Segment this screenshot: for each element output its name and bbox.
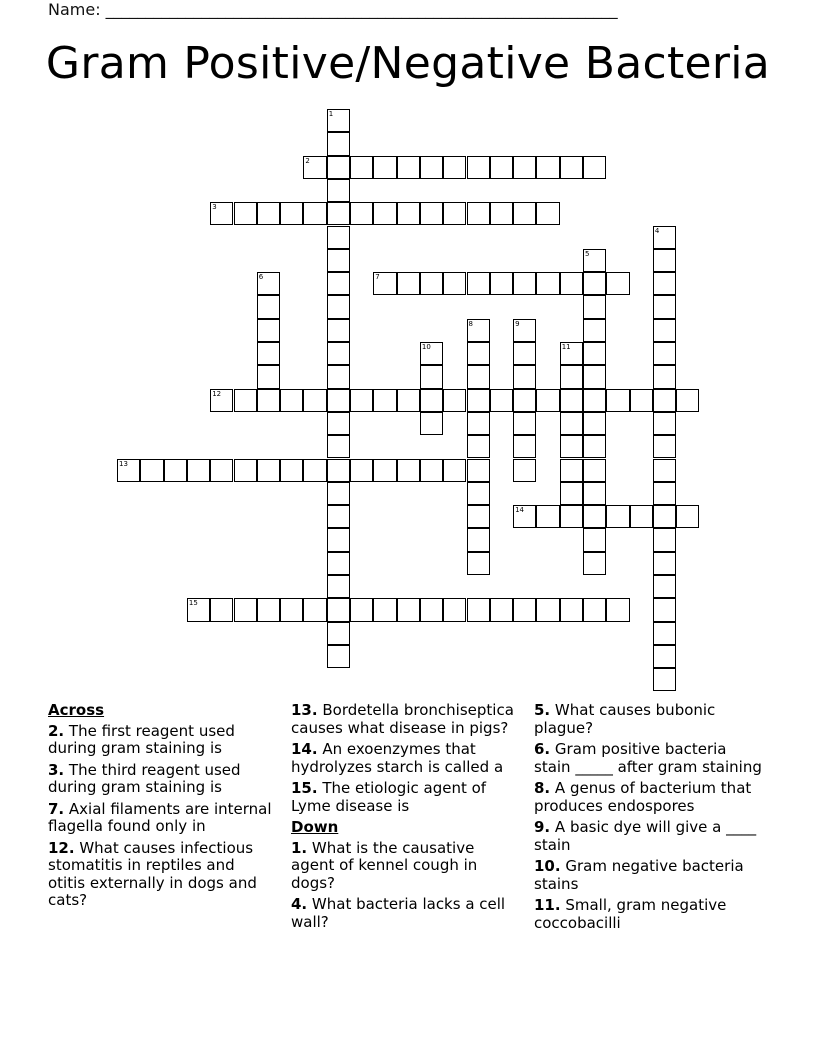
grid-cell[interactable] bbox=[583, 552, 606, 575]
grid-cell[interactable] bbox=[513, 389, 536, 412]
grid-cell[interactable] bbox=[560, 389, 583, 412]
clue-across-15: 15. The etiologic agent of Lyme disease is bbox=[291, 779, 487, 815]
grid-cell[interactable] bbox=[583, 272, 606, 295]
grid-cell[interactable] bbox=[257, 598, 280, 621]
grid-cell[interactable] bbox=[583, 389, 606, 412]
across-heading: Across bbox=[48, 701, 105, 719]
grid-cell[interactable] bbox=[327, 295, 350, 318]
grid-cell[interactable] bbox=[513, 365, 536, 388]
grid-cell[interactable] bbox=[630, 505, 653, 528]
grid-cell[interactable] bbox=[257, 459, 280, 482]
down-heading: Down bbox=[291, 818, 339, 836]
grid-cell[interactable] bbox=[513, 412, 536, 435]
grid-cell[interactable] bbox=[373, 202, 396, 225]
grid-cell[interactable] bbox=[373, 272, 396, 295]
grid-cell[interactable] bbox=[583, 528, 606, 551]
grid-cell[interactable] bbox=[583, 365, 606, 388]
grid-cell[interactable] bbox=[187, 459, 210, 482]
grid-cell[interactable] bbox=[443, 156, 466, 179]
grid-cell[interactable] bbox=[397, 202, 420, 225]
grid-cell[interactable] bbox=[536, 202, 559, 225]
grid-cell[interactable] bbox=[653, 528, 676, 551]
grid-cell[interactable] bbox=[513, 435, 536, 458]
clue-number: 7 bbox=[375, 273, 380, 282]
grid-cell[interactable] bbox=[653, 552, 676, 575]
grid-cell[interactable] bbox=[490, 272, 513, 295]
clue-across-14: 14. An exoenzymes that hydrolyzes starch is called a bbox=[291, 740, 504, 776]
grid-cell[interactable] bbox=[327, 598, 350, 621]
grid-cell[interactable] bbox=[327, 412, 350, 435]
grid-cell[interactable] bbox=[653, 622, 676, 645]
grid-cell[interactable] bbox=[327, 132, 350, 155]
grid-cell[interactable] bbox=[350, 389, 373, 412]
grid-cell[interactable] bbox=[303, 389, 326, 412]
grid-cell[interactable] bbox=[653, 598, 676, 621]
grid-cell[interactable] bbox=[327, 109, 350, 132]
page-title: Gram Positive/Negative Bacteria bbox=[45, 38, 771, 89]
grid-cell[interactable] bbox=[467, 505, 490, 528]
grid-cell[interactable] bbox=[653, 459, 676, 482]
grid-cell[interactable] bbox=[536, 505, 559, 528]
grid-cell[interactable] bbox=[467, 459, 490, 482]
grid-cell[interactable] bbox=[327, 156, 350, 179]
grid-cell[interactable] bbox=[513, 342, 536, 365]
grid-cell[interactable] bbox=[490, 389, 513, 412]
clue-down-9: 9. A basic dye will give a ____ stain bbox=[534, 818, 757, 854]
grid-cell[interactable] bbox=[630, 389, 653, 412]
grid-cell[interactable] bbox=[606, 505, 629, 528]
grid-cell[interactable] bbox=[583, 342, 606, 365]
grid-cell[interactable] bbox=[257, 365, 280, 388]
grid-cell[interactable] bbox=[327, 389, 350, 412]
clue-across-12: 12. What causes infectious stomatitis in reptiles and otitis externally in dogs and cats? bbox=[48, 838, 257, 909]
grid-cell[interactable] bbox=[350, 202, 373, 225]
clue-number: 10 bbox=[421, 343, 431, 351]
grid-cell[interactable] bbox=[560, 505, 583, 528]
grid-cell[interactable] bbox=[257, 272, 280, 295]
grid-cell[interactable] bbox=[467, 342, 490, 365]
grid-cell[interactable] bbox=[210, 598, 233, 621]
grid-cell[interactable] bbox=[397, 389, 420, 412]
grid-cell[interactable] bbox=[606, 272, 629, 295]
grid-cell[interactable] bbox=[327, 202, 350, 225]
grid-cell[interactable] bbox=[536, 272, 559, 295]
grid-cell[interactable] bbox=[536, 156, 559, 179]
grid-cell[interactable] bbox=[187, 598, 210, 621]
grid-cell[interactable] bbox=[513, 459, 536, 482]
grid-cell[interactable] bbox=[513, 202, 536, 225]
grid-cell[interactable] bbox=[327, 249, 350, 272]
grid-cell[interactable] bbox=[257, 389, 280, 412]
clue-across-13: 13. Bordetella bronchiseptica causes what disease in pigs? bbox=[291, 701, 514, 737]
grid-cell[interactable] bbox=[327, 622, 350, 645]
grid-cell[interactable] bbox=[583, 319, 606, 342]
grid-cell[interactable] bbox=[327, 319, 350, 342]
clue-number: 12 bbox=[212, 389, 222, 398]
grid-cell[interactable] bbox=[140, 459, 163, 482]
grid-cell[interactable] bbox=[327, 482, 350, 505]
grid-cell[interactable] bbox=[560, 598, 583, 621]
grid-cell[interactable] bbox=[513, 319, 536, 342]
grid-cell[interactable] bbox=[210, 202, 233, 225]
grid-cell[interactable] bbox=[327, 575, 350, 598]
grid-cell[interactable] bbox=[327, 528, 350, 551]
clue-number: 13 bbox=[119, 459, 128, 468]
clue-number: 8 bbox=[468, 319, 473, 328]
grid-cell[interactable] bbox=[653, 575, 676, 598]
grid-cell[interactable] bbox=[467, 552, 490, 575]
grid-cell[interactable] bbox=[583, 156, 606, 179]
grid-cell[interactable] bbox=[653, 365, 676, 388]
clue-across-2: 2. The first reagent used during gram staining is bbox=[48, 721, 235, 757]
grid-cell[interactable] bbox=[327, 552, 350, 575]
grid-cell[interactable] bbox=[560, 482, 583, 505]
grid-cell[interactable] bbox=[560, 342, 583, 365]
grid-cell[interactable] bbox=[234, 389, 257, 412]
grid-cell[interactable] bbox=[560, 459, 583, 482]
grid-cell[interactable] bbox=[467, 389, 490, 412]
grid-cell[interactable] bbox=[560, 412, 583, 435]
grid-cell[interactable] bbox=[490, 156, 513, 179]
clue-number: 14 bbox=[515, 506, 525, 515]
grid-cell[interactable] bbox=[443, 598, 466, 621]
grid-cell[interactable] bbox=[303, 459, 326, 482]
grid-cell[interactable] bbox=[490, 202, 513, 225]
grid-cell[interactable] bbox=[583, 598, 606, 621]
grid-cell[interactable] bbox=[653, 319, 676, 342]
grid-cell[interactable] bbox=[560, 435, 583, 458]
grid-cell[interactable] bbox=[257, 202, 280, 225]
grid-cell[interactable] bbox=[653, 272, 676, 295]
grid-cell[interactable] bbox=[234, 459, 257, 482]
clue-down-6: 6. Gram positive bacteria stain _____ after gram staining bbox=[534, 740, 762, 776]
clues-column-1 bbox=[48, 702, 276, 914]
grid-cell[interactable] bbox=[397, 156, 420, 179]
clue-number: 5 bbox=[585, 249, 590, 258]
grid-cell[interactable] bbox=[653, 295, 676, 318]
clue-down-4: 4. What bacteria lacks a cell wall? bbox=[291, 895, 506, 931]
grid-cell[interactable] bbox=[350, 156, 373, 179]
grid-cell[interactable] bbox=[467, 365, 490, 388]
grid-cell[interactable] bbox=[653, 389, 676, 412]
grid-cell[interactable] bbox=[327, 645, 350, 668]
grid-cell[interactable] bbox=[164, 459, 187, 482]
grid-cell[interactable] bbox=[420, 598, 443, 621]
grid-cell[interactable] bbox=[327, 365, 350, 388]
clue-down-10: 10. Gram negative bacteria stains bbox=[534, 857, 744, 893]
grid-cell[interactable] bbox=[327, 272, 350, 295]
grid-cell[interactable] bbox=[373, 598, 396, 621]
grid-cell[interactable] bbox=[467, 156, 490, 179]
grid-cell[interactable] bbox=[467, 412, 490, 435]
grid-cell[interactable] bbox=[653, 249, 676, 272]
grid-cell[interactable] bbox=[327, 459, 350, 482]
grid-cell[interactable] bbox=[676, 389, 699, 412]
grid-cell[interactable] bbox=[583, 435, 606, 458]
grid-cell[interactable] bbox=[420, 389, 443, 412]
grid-cell[interactable] bbox=[653, 412, 676, 435]
grid-cell[interactable] bbox=[583, 249, 606, 272]
grid-cell[interactable] bbox=[210, 389, 233, 412]
grid-cell[interactable] bbox=[560, 272, 583, 295]
clue-number: 3 bbox=[212, 203, 217, 212]
clue-number: 1 bbox=[328, 110, 334, 118]
grid-cell[interactable] bbox=[420, 342, 443, 365]
grid-cell[interactable] bbox=[117, 459, 140, 482]
grid-cell[interactable] bbox=[327, 505, 350, 528]
grid-cell[interactable] bbox=[490, 598, 513, 621]
grid-cell[interactable] bbox=[420, 156, 443, 179]
grid-cell[interactable] bbox=[583, 412, 606, 435]
grid-cell[interactable] bbox=[234, 598, 257, 621]
grid-cell[interactable] bbox=[653, 435, 676, 458]
grid-cell[interactable] bbox=[327, 435, 350, 458]
grid-cell[interactable] bbox=[467, 319, 490, 342]
grid-cell[interactable] bbox=[467, 272, 490, 295]
grid-cell[interactable] bbox=[443, 459, 466, 482]
grid-cell[interactable] bbox=[583, 482, 606, 505]
clue-down-1: 1. What is the causative agent of kennel cough in dogs? bbox=[291, 838, 478, 892]
grid-cell[interactable] bbox=[467, 528, 490, 551]
grid-cell[interactable] bbox=[327, 179, 350, 202]
clue-number: 15 bbox=[188, 599, 198, 608]
grid-cell[interactable] bbox=[583, 505, 606, 528]
grid-cell[interactable] bbox=[653, 226, 676, 249]
clue-down-8: 8. A genus of bacterium that produces endospores bbox=[534, 779, 752, 815]
grid-cell[interactable] bbox=[560, 156, 583, 179]
grid-cell[interactable] bbox=[420, 202, 443, 225]
grid-cell[interactable] bbox=[373, 156, 396, 179]
grid-cell[interactable] bbox=[303, 598, 326, 621]
clues-column-2 bbox=[291, 702, 519, 935]
grid-cell[interactable] bbox=[560, 365, 583, 388]
grid-cell[interactable] bbox=[467, 598, 490, 621]
clue-across-7: 7. Axial filaments are internal flagella found only in bbox=[48, 799, 272, 835]
clue-down-5: 5. What causes bubonic plague? bbox=[534, 701, 716, 737]
grid-cell[interactable] bbox=[420, 459, 443, 482]
grid-cell[interactable] bbox=[513, 272, 536, 295]
grid-cell[interactable] bbox=[350, 459, 373, 482]
clue-number: 4 bbox=[654, 226, 660, 235]
grid-cell[interactable] bbox=[397, 459, 420, 482]
grid-cell[interactable] bbox=[653, 505, 676, 528]
grid-cell[interactable] bbox=[676, 505, 699, 528]
grid-cell[interactable] bbox=[467, 202, 490, 225]
grid-cell[interactable] bbox=[373, 459, 396, 482]
grid-cell[interactable] bbox=[443, 389, 466, 412]
grid-cell[interactable] bbox=[280, 459, 303, 482]
grid-cell[interactable] bbox=[257, 319, 280, 342]
clue-number: 6 bbox=[258, 273, 264, 282]
grid-cell[interactable] bbox=[653, 668, 676, 691]
clue-across-3: 3. The third reagent used during gram staining is bbox=[48, 760, 241, 796]
grid-cell[interactable] bbox=[653, 482, 676, 505]
grid-cell[interactable] bbox=[420, 272, 443, 295]
grid-cell[interactable] bbox=[397, 598, 420, 621]
grid-cell[interactable] bbox=[513, 505, 536, 528]
grid-cell[interactable] bbox=[303, 156, 326, 179]
grid-cell[interactable] bbox=[257, 295, 280, 318]
grid-cell[interactable] bbox=[467, 482, 490, 505]
grid-cell[interactable] bbox=[583, 459, 606, 482]
name-field-label: Name: ________________________________________________________________ bbox=[48, 0, 618, 19]
clue-number: 2 bbox=[305, 156, 310, 165]
grid-cell[interactable] bbox=[257, 342, 280, 365]
clue-number: 9 bbox=[515, 319, 520, 328]
grid-cell[interactable] bbox=[210, 459, 233, 482]
grid-cell[interactable] bbox=[443, 202, 466, 225]
grid-cell[interactable] bbox=[653, 645, 676, 668]
grid-cell[interactable] bbox=[280, 389, 303, 412]
clues-column-3 bbox=[534, 702, 762, 936]
grid-cell[interactable] bbox=[513, 598, 536, 621]
grid-cell[interactable] bbox=[373, 389, 396, 412]
grid-cell[interactable] bbox=[606, 598, 629, 621]
grid-cell[interactable] bbox=[653, 342, 676, 365]
grid-cell[interactable] bbox=[350, 598, 373, 621]
grid-cell[interactable] bbox=[420, 412, 443, 435]
grid-cell[interactable] bbox=[606, 389, 629, 412]
grid-cell[interactable] bbox=[327, 342, 350, 365]
grid-cell[interactable] bbox=[327, 226, 350, 249]
grid-cell[interactable] bbox=[583, 295, 606, 318]
grid-cell[interactable] bbox=[303, 202, 326, 225]
grid-cell[interactable] bbox=[234, 202, 257, 225]
grid-cell[interactable] bbox=[420, 365, 443, 388]
grid-cell[interactable] bbox=[536, 389, 559, 412]
grid-cell[interactable] bbox=[536, 598, 559, 621]
grid-cell[interactable] bbox=[467, 435, 490, 458]
grid-cell[interactable] bbox=[280, 598, 303, 621]
grid-cell[interactable] bbox=[280, 202, 303, 225]
grid-cell[interactable] bbox=[443, 272, 466, 295]
clue-number: 11 bbox=[561, 343, 571, 351]
grid-cell[interactable] bbox=[513, 156, 536, 179]
grid-cell[interactable] bbox=[397, 272, 420, 295]
clue-down-11: 11. Small, gram negative coccobacilli bbox=[534, 896, 727, 932]
